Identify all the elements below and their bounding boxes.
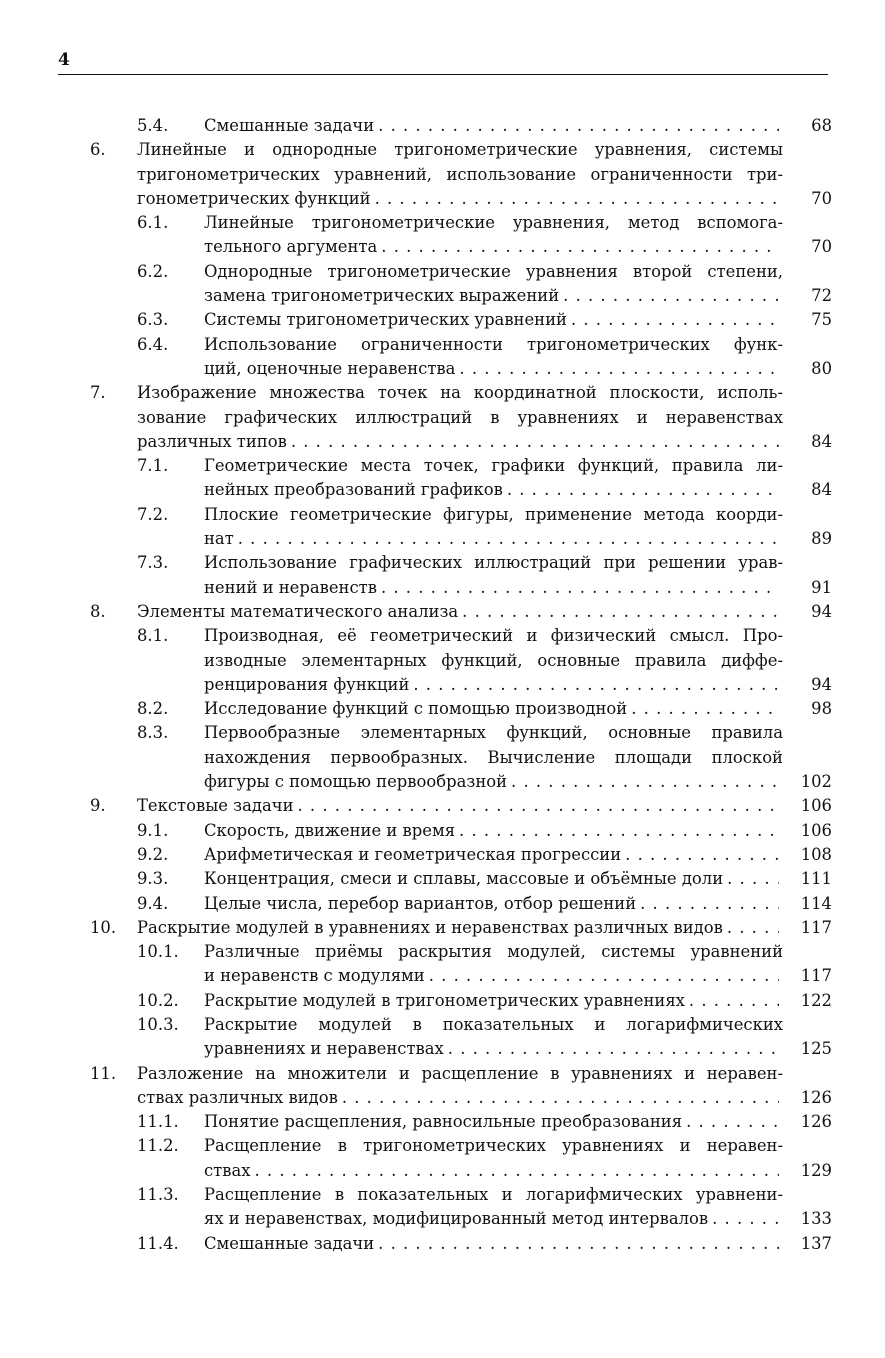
toc-entry-number: 10.3.: [137, 1014, 179, 1034]
toc-leader-dots: [448, 1037, 779, 1061]
toc-page-number: 122: [800, 990, 832, 1010]
toc-title-text: Скорость, движение и время: [204, 820, 456, 840]
toc-title-last-line: [137, 1086, 783, 1110]
toc-title-text: фигуры с помощью первообразной: [204, 772, 508, 792]
toc-title-line: Разложение на множители и расщепление в уравнениях и нерaвен-: [137, 1063, 783, 1083]
toc-title-text: и неравенств с модулями: [204, 966, 425, 986]
toc-title-text: Раскрытие модулей в тригонометрических уравнениях: [204, 990, 685, 1010]
toc-title-line: Производная, её геометрический и физический смысл. Про-: [204, 626, 783, 646]
toc-title-text: Системы тригонометрических уравнений: [204, 310, 567, 330]
toc-entry-number: 8.1.: [137, 626, 169, 646]
toc-page-number: 111: [800, 869, 832, 889]
toc-entry-title: [137, 600, 783, 624]
toc-entry-number: 9.2.: [137, 844, 169, 864]
toc-title-last-line: [204, 478, 783, 502]
toc-title-text: нат: [204, 529, 234, 549]
toc-entry-title: [204, 211, 783, 260]
toc-section-entry[interactable]: [0, 819, 885, 843]
toc-section-entry[interactable]: [0, 454, 885, 503]
toc-section-entry[interactable]: [0, 551, 885, 600]
toc-entry-number: 5.4.: [137, 116, 169, 135]
toc-title-text: ствах: [204, 1160, 251, 1180]
toc-title-last-line: [204, 1207, 783, 1231]
toc-page-number: 70: [811, 188, 832, 208]
toc-section-entry[interactable]: [0, 308, 885, 332]
toc-title-last-line: [204, 964, 783, 988]
toc-entry-number: 6.4.: [137, 334, 169, 354]
toc-page-number: 117: [800, 966, 832, 986]
toc-chapter-entry[interactable]: [0, 600, 885, 624]
toc-section-entry[interactable]: [0, 1134, 885, 1183]
toc-leader-dots: [429, 964, 779, 988]
toc-leader-dots: [507, 478, 779, 502]
toc-title-line: Различные приёмы раскрытия модулей, системы уравнений: [204, 942, 783, 962]
toc-title-line: Изображение множества точек на координатной плоскости, исполь-: [137, 383, 783, 403]
toc-title-line: Линейные и однородные тригонометрические уравнения, системы: [137, 140, 783, 160]
toc-entry-number: 11.3.: [137, 1185, 179, 1205]
toc-entry-title: [204, 333, 783, 382]
toc-entry-number: 9.4.: [137, 893, 169, 913]
table-of-contents: [0, 114, 885, 1256]
toc-entry-title: [204, 1232, 783, 1256]
toc-page-number: 98: [811, 699, 832, 719]
toc-title-last-line: [137, 600, 783, 624]
toc-title-line: Однородные тригонометрические уравнения второй степени,: [204, 261, 783, 281]
toc-title-last-line: [204, 527, 783, 551]
toc-title-line: Первообразные элементарных функций, основные правила: [204, 723, 783, 743]
toc-title-line: тригонометрических уравнений, использование ограниченности три-: [137, 164, 783, 184]
toc-entry-title: [204, 454, 783, 503]
toc-leader-dots: [459, 819, 779, 843]
toc-leader-dots: [686, 1110, 779, 1134]
toc-section-entry[interactable]: [0, 989, 885, 1013]
toc-title-last-line: [204, 357, 783, 381]
toc-section-entry[interactable]: [0, 892, 885, 916]
toc-entry-number: 10.: [90, 917, 117, 937]
toc-entry-number: 6.: [90, 140, 106, 160]
toc-title-last-line: [204, 697, 783, 721]
toc-title-text: нений и неравенств: [204, 577, 377, 597]
toc-leader-dots: [563, 284, 779, 308]
toc-chapter-entry[interactable]: [0, 381, 885, 454]
toc-entry-number: 7.: [90, 383, 106, 403]
toc-entry-title: [204, 624, 783, 697]
toc-title-text: тельного аргумента: [204, 237, 378, 257]
toc-section-entry[interactable]: [0, 503, 885, 552]
toc-entry-title: [204, 1013, 783, 1062]
toc-page-number: 94: [811, 601, 832, 621]
toc-leader-dots: [238, 527, 779, 551]
toc-page-number: 126: [800, 1112, 832, 1132]
toc-entry-number: 11.1.: [137, 1112, 179, 1132]
toc-entry-title: [204, 819, 783, 843]
toc-entry-number: 8.3.: [137, 723, 169, 743]
toc-title-text: Исследование функций с помощью производной: [204, 699, 628, 719]
toc-entry-number: 8.2.: [137, 699, 169, 719]
toc-page-number: 68: [811, 116, 832, 135]
toc-title-last-line: [204, 114, 783, 138]
toc-page-number: 91: [811, 577, 832, 597]
toc-leader-dots: [727, 867, 779, 891]
toc-page-number: 84: [811, 480, 832, 500]
toc-title-line: Раскрытие модулей в показательных и логарифмических: [204, 1014, 783, 1034]
toc-entry-title: [204, 989, 783, 1013]
toc-entry-title: [204, 1134, 783, 1183]
toc-section-entry[interactable]: [0, 867, 885, 891]
toc-section-entry[interactable]: [0, 843, 885, 867]
toc-section-entry[interactable]: [0, 624, 885, 697]
toc-entry-title: [137, 138, 783, 211]
toc-leader-dots: [298, 794, 779, 818]
toc-title-last-line: [204, 770, 783, 794]
toc-title-last-line: [204, 308, 783, 332]
toc-title-last-line: [204, 819, 783, 843]
toc-leader-dots: [462, 600, 779, 624]
toc-leader-dots: [511, 770, 779, 794]
toc-entry-title: [204, 308, 783, 332]
toc-entry-number: 7.1.: [137, 456, 169, 476]
toc-page-number: 70: [811, 237, 832, 257]
toc-entry-title: [204, 940, 783, 989]
toc-entry-title: [204, 260, 783, 309]
toc-title-last-line: [137, 430, 783, 454]
toc-title-last-line: [204, 1159, 783, 1183]
toc-page-number: 129: [800, 1160, 832, 1180]
toc-leader-dots: [381, 235, 779, 259]
toc-page-number: 117: [800, 917, 832, 937]
toc-chapter-entry[interactable]: [0, 916, 885, 940]
toc-page-number: 125: [800, 1039, 832, 1059]
toc-leader-dots: [342, 1086, 779, 1110]
toc-title-line: Геометрические места точек, графики функций, правила ли-: [204, 456, 783, 476]
toc-title-text: Смешанные задачи: [204, 1233, 375, 1253]
toc-title-text: ренцирования функций: [204, 674, 410, 694]
toc-entry-title: [204, 843, 783, 867]
toc-title-text: уравнениях и неравенствах: [204, 1039, 444, 1059]
toc-entry-title: [204, 1183, 783, 1232]
toc-title-last-line: [204, 1232, 783, 1256]
toc-section-entry[interactable]: [0, 1232, 885, 1256]
toc-title-last-line: [204, 1037, 783, 1061]
toc-title-text: различных типов: [137, 431, 287, 451]
toc-page-number: 133: [800, 1209, 832, 1229]
toc-section-entry[interactable]: [0, 697, 885, 721]
toc-title-last-line: [204, 576, 783, 600]
toc-entry-title: [204, 1110, 783, 1134]
toc-page-number: 108: [800, 844, 832, 864]
toc-title-text: Арифметическая и геометрическая прогрессии: [204, 844, 622, 864]
toc-title-text: Смешанные задачи: [204, 116, 375, 135]
toc-title-text: Концентрация, смеси и сплавы, массовые и объёмные доли: [204, 869, 724, 889]
toc-section-entry[interactable]: [0, 211, 885, 260]
toc-entry-title: [137, 381, 783, 454]
toc-title-text: ях и неравенствах, модифицированный метод интервалов: [204, 1209, 709, 1229]
toc-title-text: ствах различных видов: [137, 1087, 338, 1107]
toc-page-number: 84: [811, 431, 832, 451]
toc-entry-number: 11.: [90, 1063, 117, 1083]
toc-section-entry[interactable]: [0, 940, 885, 989]
toc-page-number: 114: [800, 893, 832, 913]
toc-title-text: Элементы математического анализа: [137, 601, 459, 621]
toc-entry-number: 11.4.: [137, 1233, 179, 1253]
toc-title-line: Линейные тригонометрические уравнения, метод вспомога-: [204, 213, 783, 233]
toc-entry-title: [204, 721, 783, 794]
toc-section-entry[interactable]: [0, 260, 885, 309]
toc-title-last-line: [204, 284, 783, 308]
toc-title-text: Раскрытие модулей в уравнениях и неравенствах различных видов: [137, 917, 723, 937]
toc-section-entry[interactable]: [0, 721, 885, 794]
toc-entry-number: 11.2.: [137, 1136, 179, 1156]
toc-title-text: Целые числа, перебор вариантов, отбор решений: [204, 893, 637, 913]
toc-entry-title: [204, 697, 783, 721]
toc-entry-number: 9.3.: [137, 869, 169, 889]
toc-title-line: Использование ограниченности тригонометрических функ-: [204, 334, 783, 354]
toc-title-last-line: [137, 794, 783, 818]
toc-page-number: 102: [800, 772, 832, 792]
toc-section-entry[interactable]: [0, 1110, 885, 1134]
toc-page-number: 106: [800, 796, 832, 816]
toc-entry-number: 9.: [90, 796, 106, 816]
toc-title-text: Текстовые задачи: [137, 796, 294, 816]
toc-title-last-line: [137, 916, 783, 940]
toc-leader-dots: [459, 357, 779, 381]
toc-title-line: изводные элементарных функций, основные правила диффе-: [204, 650, 783, 670]
toc-entry-number: 6.1.: [137, 213, 169, 233]
toc-title-line: нахождения первообразных. Вычисление площади плоской: [204, 747, 783, 767]
toc-entry-number: 7.3.: [137, 553, 169, 573]
toc-entry-title: [204, 551, 783, 600]
toc-title-text: ций, оценочные неравенства: [204, 358, 456, 378]
toc-section-entry[interactable]: [0, 1183, 885, 1232]
toc-entry-number: 6.2.: [137, 261, 169, 281]
toc-leader-dots: [631, 697, 779, 721]
toc-entry-number: 9.1.: [137, 820, 169, 840]
toc-leader-dots: [712, 1207, 779, 1231]
toc-title-text: замена тригонометрических выражений: [204, 286, 560, 306]
toc-page-number: 126: [800, 1087, 832, 1107]
toc-leader-dots: [727, 916, 779, 940]
toc-title-line: Плоские геометрические фигуры, применение метода коорди-: [204, 504, 783, 524]
toc-title-last-line: [137, 187, 783, 211]
toc-title-last-line: [204, 989, 783, 1013]
toc-title-text: гонометрических функций: [137, 188, 371, 208]
toc-title-text: нейных преобразований графиков: [204, 480, 503, 500]
toc-entry-number: 10.1.: [137, 942, 179, 962]
toc-leader-dots: [375, 187, 779, 211]
toc-entry-number: 7.2.: [137, 504, 169, 524]
toc-leader-dots: [291, 430, 779, 454]
toc-title-line: Расщепление в тригонометрических уравнениях и нерaвен-: [204, 1136, 783, 1156]
toc-section-entry[interactable]: [0, 1013, 885, 1062]
toc-entry-title: [137, 916, 783, 940]
toc-leader-dots: [571, 308, 779, 332]
toc-leader-dots: [413, 673, 779, 697]
toc-section-entry[interactable]: [0, 114, 885, 138]
toc-page-number: 75: [811, 310, 832, 330]
toc-chapter-entry[interactable]: [0, 138, 885, 211]
toc-page-number: 137: [800, 1233, 832, 1253]
toc-title-last-line: [204, 235, 783, 259]
toc-title-last-line: [204, 1110, 783, 1134]
toc-page-number: 72: [811, 286, 832, 306]
toc-title-last-line: [204, 843, 783, 867]
toc-title-last-line: [204, 673, 783, 697]
toc-chapter-entry[interactable]: [0, 794, 885, 818]
toc-title-line: зование графических иллюстраций в уравнениях и неравенствах: [137, 407, 783, 427]
toc-leader-dots: [255, 1159, 780, 1183]
toc-entry-title: [204, 503, 783, 552]
toc-entry-number: 8.: [90, 601, 106, 621]
toc-entry-title: [137, 794, 783, 818]
toc-title-last-line: [204, 867, 783, 891]
toc-entry-title: [204, 892, 783, 916]
toc-page-number: 89: [811, 529, 832, 549]
toc-title-line: Расщепление в показательных и логарифмических уравнени-: [204, 1185, 783, 1205]
toc-leader-dots: [381, 576, 779, 600]
toc-page-number: 106: [800, 820, 832, 840]
toc-entry-title: [204, 114, 783, 138]
toc-entry-title: [204, 867, 783, 891]
toc-title-last-line: [204, 892, 783, 916]
toc-title-text: Понятие расщепления, равносильные преобразования: [204, 1112, 683, 1132]
toc-title-line: Использование графических иллюстраций при решении урав-: [204, 553, 783, 573]
toc-leader-dots: [378, 1232, 779, 1256]
page-number: 4: [58, 50, 70, 70]
toc-page-number: 94: [811, 674, 832, 694]
page-header: [58, 50, 828, 75]
toc-entry-number: 10.2.: [137, 990, 179, 1010]
toc-leader-dots: [378, 114, 779, 138]
toc-leader-dots: [640, 892, 779, 916]
toc-entry-title: [137, 1062, 783, 1111]
toc-section-entry[interactable]: [0, 333, 885, 382]
toc-leader-dots: [689, 989, 779, 1013]
toc-leader-dots: [625, 843, 779, 867]
toc-entry-number: 6.3.: [137, 310, 169, 330]
toc-page-number: 80: [811, 358, 832, 378]
toc-chapter-entry[interactable]: [0, 1062, 885, 1111]
